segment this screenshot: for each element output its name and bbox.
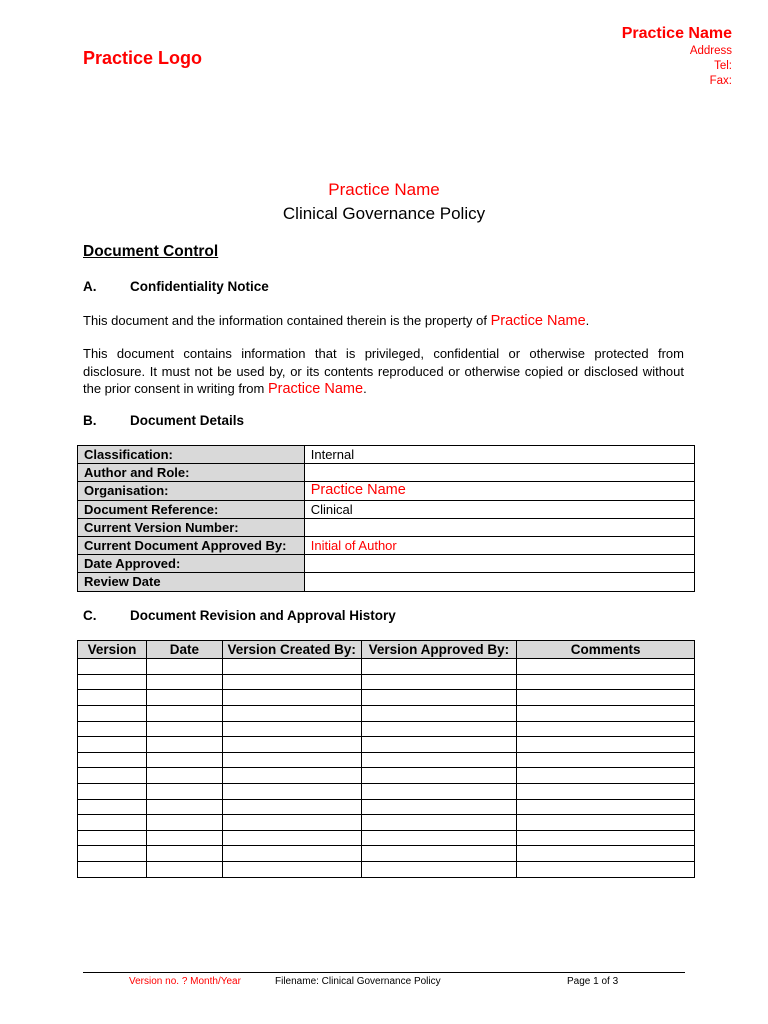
revision-cell[interactable] — [146, 659, 222, 675]
revision-cell[interactable] — [78, 768, 147, 784]
revision-cell[interactable] — [222, 846, 361, 862]
revision-cell[interactable] — [146, 846, 222, 862]
footer-filename: Filename: Clinical Governance Policy — [275, 976, 441, 987]
revision-history-table — [77, 640, 695, 878]
revision-row — [78, 768, 695, 784]
p2-practice-name: Practice Name — [267, 381, 364, 397]
revision-cell[interactable] — [361, 861, 517, 877]
title-policy-name: Clinical Governance Policy — [282, 204, 486, 223]
details-label: Review Date — [78, 573, 305, 591]
revision-cell[interactable] — [361, 737, 517, 753]
revision-cell[interactable] — [78, 799, 147, 815]
header-fax: Fax: — [709, 75, 732, 87]
details-row — [78, 536, 695, 554]
section-a-heading — [83, 279, 269, 294]
revision-cell[interactable] — [517, 737, 695, 753]
section-a-letter: A. — [83, 279, 97, 294]
details-row — [78, 555, 695, 573]
revision-cell[interactable] — [222, 815, 361, 831]
revision-row — [78, 830, 695, 846]
revision-cell[interactable] — [517, 815, 695, 831]
revision-cell[interactable] — [517, 768, 695, 784]
revision-cell[interactable] — [146, 861, 222, 877]
header-address: Address — [689, 45, 732, 57]
revision-row — [78, 737, 695, 753]
revision-cell[interactable] — [361, 768, 517, 784]
p1-practice-name: Practice Name — [490, 313, 586, 329]
details-row — [78, 500, 695, 518]
details-label: Document Reference: — [78, 500, 305, 518]
revision-cell[interactable] — [222, 752, 361, 768]
revision-cell[interactable] — [146, 768, 222, 784]
p1-text: This document and the information contained therein is the property of — [83, 313, 491, 328]
details-label: Classification: — [78, 446, 305, 464]
revision-cell[interactable] — [361, 815, 517, 831]
revision-cell[interactable] — [361, 783, 517, 799]
revision-cell[interactable] — [517, 799, 695, 815]
practice-logo: Practice Logo — [83, 48, 203, 68]
details-value: Clinical — [304, 500, 694, 518]
details-label: Current Version Number: — [78, 518, 305, 536]
details-value: Initial of Author — [304, 536, 694, 554]
header-practice-name: Practice Name — [621, 25, 732, 42]
details-value — [304, 464, 694, 482]
revision-cell[interactable] — [222, 861, 361, 877]
section-c-letter: C. — [83, 608, 97, 623]
section-b-heading — [83, 413, 244, 428]
details-label: Current Document Approved By: — [78, 536, 305, 554]
details-value: Practice Name — [304, 482, 694, 500]
details-value — [304, 555, 694, 573]
footer-page-number: Page 1 of 3 — [567, 976, 619, 987]
revision-row — [78, 674, 695, 690]
details-row — [78, 464, 695, 482]
revision-row — [78, 783, 695, 799]
header-tel: Tel: — [714, 60, 732, 72]
footer-version: Version no. ? Month/Year — [129, 976, 241, 987]
document-control-heading: Document Control — [83, 243, 219, 260]
section-c-title: Document Revision and Approval History — [130, 608, 396, 623]
revision-cell[interactable] — [361, 659, 517, 675]
revision-row — [78, 799, 695, 815]
revision-cell[interactable] — [146, 705, 222, 721]
revision-cell[interactable] — [78, 705, 147, 721]
revision-cell[interactable] — [222, 737, 361, 753]
revision-cell[interactable] — [78, 737, 147, 753]
revision-cell[interactable] — [517, 861, 695, 877]
revision-cell[interactable] — [222, 768, 361, 784]
revision-cell[interactable] — [222, 659, 361, 675]
revision-cell[interactable] — [361, 721, 517, 737]
details-row — [78, 482, 695, 500]
revision-row — [78, 861, 695, 877]
revision-cell[interactable] — [361, 752, 517, 768]
revision-column-header: Version Approved By: — [361, 641, 517, 659]
revision-cell[interactable] — [517, 846, 695, 862]
revision-column-header: Version Created By: — [222, 641, 361, 659]
p2-suffix: . — [363, 381, 367, 396]
confidentiality-paragraph-2 — [83, 345, 684, 399]
section-b-letter: B. — [83, 413, 97, 428]
revision-cell[interactable] — [78, 721, 147, 737]
revision-cell[interactable] — [361, 674, 517, 690]
details-value — [304, 573, 694, 591]
revision-cell[interactable] — [517, 659, 695, 675]
revision-cell[interactable] — [78, 783, 147, 799]
section-a-title: Confidentiality Notice — [130, 279, 269, 294]
revision-column-header: Date — [146, 641, 222, 659]
revision-cell[interactable] — [517, 721, 695, 737]
revision-cell[interactable] — [361, 846, 517, 862]
revision-cell[interactable] — [517, 830, 695, 846]
revision-cell[interactable] — [146, 783, 222, 799]
revision-row — [78, 690, 695, 706]
revision-cell[interactable] — [517, 783, 695, 799]
details-label: Author and Role: — [78, 464, 305, 482]
revision-row — [78, 752, 695, 768]
title-practice-name: Practice Name — [328, 180, 440, 199]
details-row — [78, 446, 695, 464]
p1-suffix: . — [585, 313, 590, 328]
revision-cell[interactable] — [146, 737, 222, 753]
details-row — [78, 573, 695, 591]
details-row — [78, 518, 695, 536]
revision-cell[interactable] — [517, 690, 695, 706]
revision-cell[interactable] — [361, 799, 517, 815]
revision-row — [78, 705, 695, 721]
section-c-heading — [83, 608, 396, 623]
revision-cell[interactable] — [517, 674, 695, 690]
revision-cell[interactable] — [361, 830, 517, 846]
details-label: Date Approved: — [78, 555, 305, 573]
document-title — [0, 178, 768, 226]
revision-column-header: Comments — [517, 641, 695, 659]
revision-cell[interactable] — [146, 830, 222, 846]
revision-cell[interactable] — [146, 815, 222, 831]
details-value: Internal — [304, 446, 694, 464]
revision-column-header: Version — [78, 641, 147, 659]
revision-row — [78, 815, 695, 831]
confidentiality-paragraph-1 — [83, 312, 684, 331]
revision-cell[interactable] — [146, 799, 222, 815]
document-details-table — [77, 445, 695, 592]
revision-cell[interactable] — [78, 830, 147, 846]
revision-cell[interactable] — [78, 815, 147, 831]
revision-cell[interactable] — [78, 752, 147, 768]
revision-cell[interactable] — [222, 830, 361, 846]
revision-cell[interactable] — [222, 705, 361, 721]
revision-cell[interactable] — [146, 690, 222, 706]
revision-cell[interactable] — [78, 861, 147, 877]
revision-cell[interactable] — [361, 705, 517, 721]
revision-cell[interactable] — [517, 705, 695, 721]
details-label: Organisation: — [78, 482, 305, 500]
revision-cell[interactable] — [146, 674, 222, 690]
revision-cell[interactable] — [222, 721, 361, 737]
revision-row — [78, 659, 695, 675]
revision-cell[interactable] — [222, 783, 361, 799]
revision-cell[interactable] — [78, 674, 147, 690]
revision-cell[interactable] — [222, 674, 361, 690]
revision-cell[interactable] — [146, 721, 222, 737]
revision-cell[interactable] — [78, 659, 147, 675]
p2-text: This document contains information that is privileged, confidential or otherwise protected from disclosure. It must not be used by, or its contents reproduced or otherwise copied or disclosed without the prior consent in writing from — [83, 346, 684, 396]
revision-cell[interactable] — [222, 799, 361, 815]
footer-divider — [83, 972, 685, 973]
revision-cell[interactable] — [361, 690, 517, 706]
header-practice-info — [622, 24, 732, 89]
revision-row — [78, 721, 695, 737]
revision-cell[interactable] — [78, 846, 147, 862]
details-value — [304, 518, 694, 536]
revision-cell[interactable] — [517, 752, 695, 768]
revision-cell[interactable] — [78, 690, 147, 706]
revision-cell[interactable] — [146, 752, 222, 768]
section-b-title: Document Details — [130, 413, 245, 428]
revision-row — [78, 846, 695, 862]
revision-cell[interactable] — [222, 690, 361, 706]
